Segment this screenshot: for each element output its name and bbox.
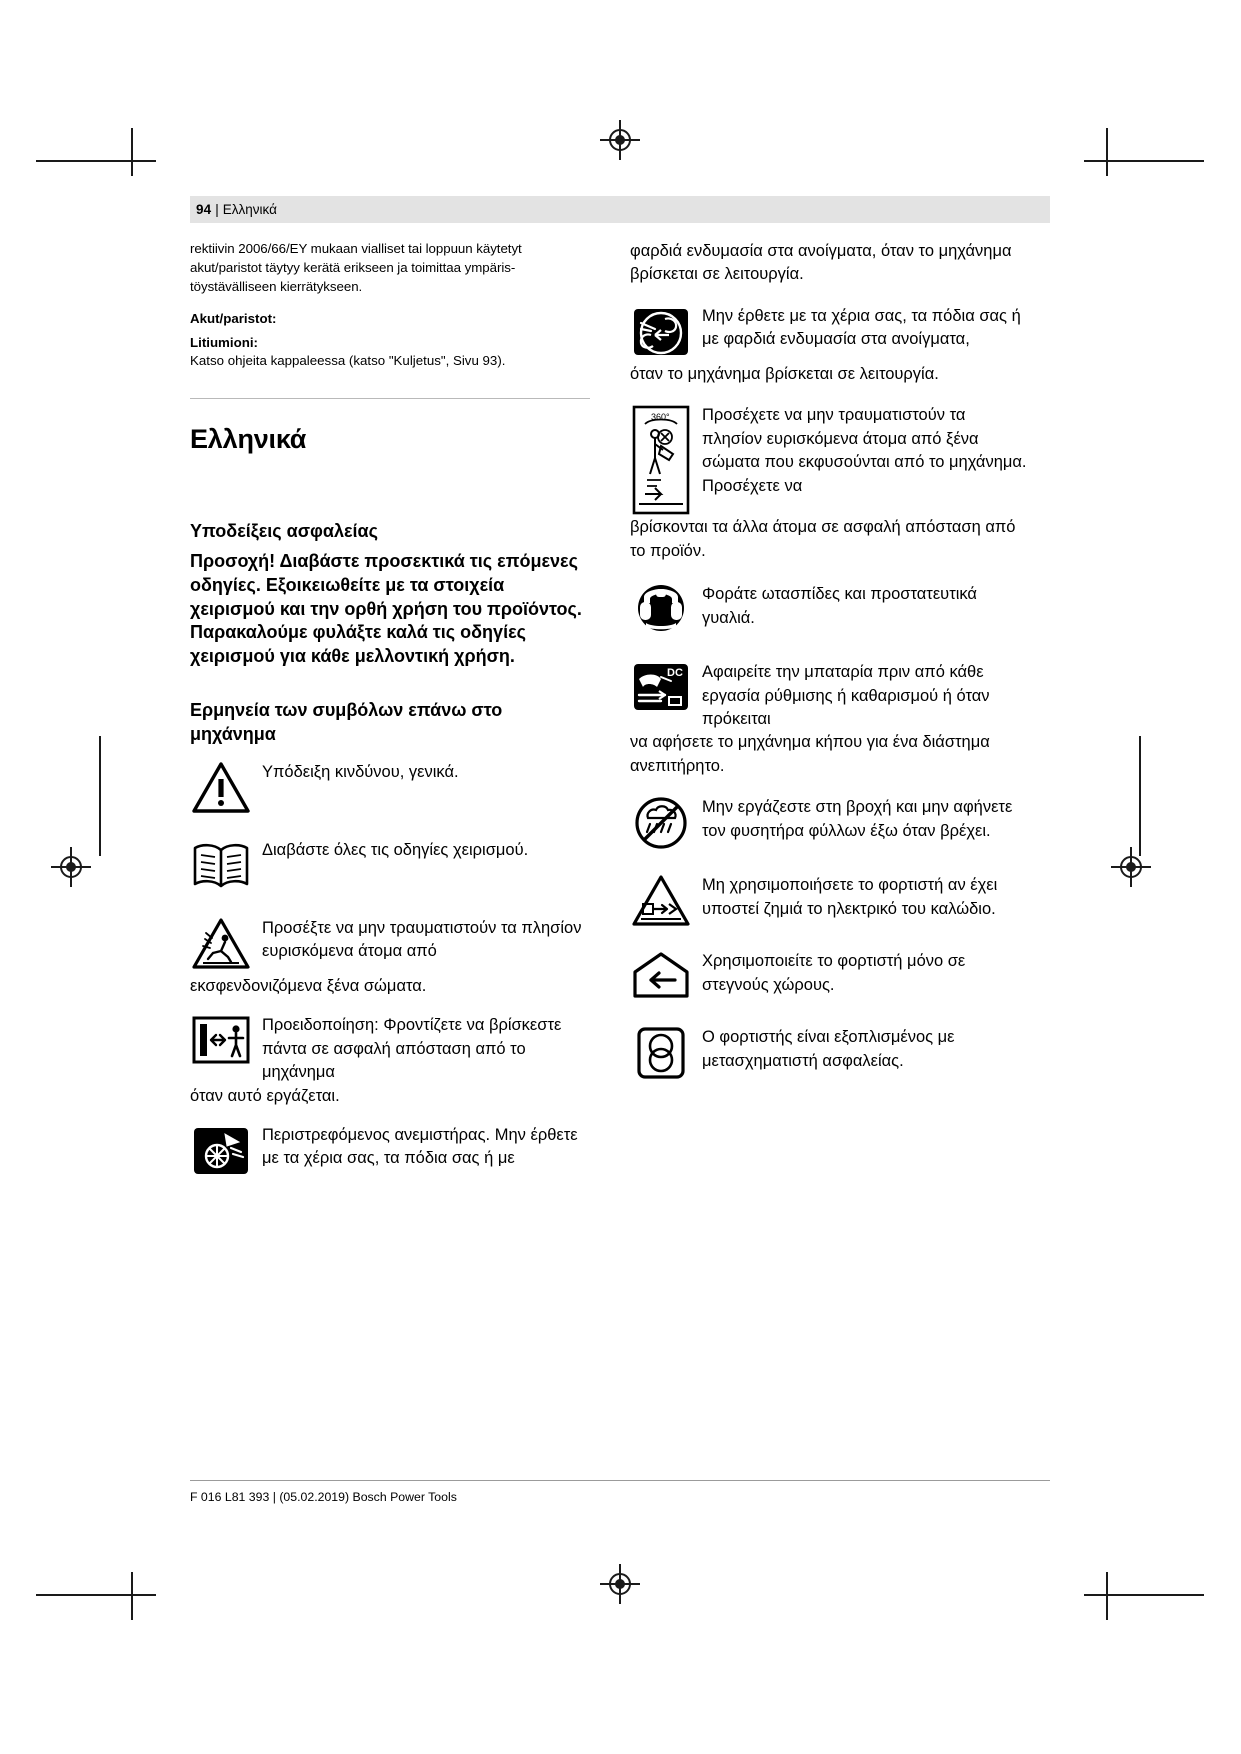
rotating-fan-icon bbox=[190, 1124, 252, 1182]
symbol-item bbox=[630, 950, 1030, 1012]
crop-mark-bottom-left-v bbox=[131, 1572, 133, 1620]
symbols-heading: Ερμηνεία των συμβόλων επάνω στο μηχάνημα bbox=[190, 700, 503, 745]
footer-text: F 016 L81 393 | (05.02.2019) Bosch Power Tools bbox=[190, 1490, 457, 1504]
crop-mark-bottom-right-v bbox=[1106, 1572, 1108, 1620]
symbol-item bbox=[630, 661, 1030, 778]
symbol-item bbox=[630, 1026, 1030, 1088]
symbol-text: Μη χρησιμοποιήσετε το φορτιστή αν έχει υποστεί ζημιά το ηλεκτρικό του καλώδιο. bbox=[702, 876, 998, 918]
safety-lead-paragraph: Προσοχή! Διαβάστε προσεκτικά τις επόμενες οδηγίες. Εξοικειωθείτε με τα στοιχεία χειρισμού και την ορθή χρήση του προϊόντος. Παρακαλούμε φυλάξτε καλά τις οδηγίες χειρισμού για κάθε μελλοντική χρήση. bbox=[190, 550, 582, 667]
transport-reference: Katso ohjeita kappaleessa (katso "Kuljetus", Sivu 93). bbox=[190, 352, 506, 368]
thrown-objects-warning-icon bbox=[190, 917, 252, 975]
symbol-item bbox=[630, 404, 1030, 563]
symbol-text-tail: βρίσκονται τα άλλα άτομα σε ασφαλή απόσταση από το προϊόν. bbox=[630, 518, 1016, 560]
crop-mark-bottom-right-h bbox=[1084, 1594, 1204, 1596]
symbol-text: Μην εργάζεστε στη βροχή και μην αφήνετε τον φυσητήρα φύλλων έξω όταν βρέχει. bbox=[702, 798, 1013, 840]
symbol-text: Διαβάστε όλες τις οδηγίες χειρισμού. bbox=[262, 840, 529, 859]
right-column bbox=[630, 240, 1030, 1088]
symbol-text: Αφαιρείτε την μπαταρία πριν από κάθε εργασία ρύθμισης ή καθαρισμού ή όταν πρόκειται bbox=[702, 663, 990, 728]
crop-mark-top-right-h bbox=[1084, 160, 1204, 162]
svg-text:DC: DC bbox=[667, 667, 683, 680]
footer-divider bbox=[190, 1480, 1050, 1481]
finnish-paragraph: rektiivin 2006/66/EY mukaan vialliset tai loppuun käytetyt akut/paristot täytyy kerätä erikseen ja toimittaa ympäris-töystävälliseen kierrätykseen. bbox=[190, 241, 522, 294]
language-title: Ελληνικά bbox=[190, 423, 307, 454]
crop-mark-right-mid-v bbox=[1139, 736, 1141, 856]
section-divider bbox=[190, 398, 590, 399]
no-rain-icon bbox=[630, 796, 692, 854]
symbol-text: Ο φορτιστής είναι εξοπλισμένος με μετασχηματιστή ασφαλείας. bbox=[702, 1028, 955, 1070]
symbol-text-tail: να αφήσετε το μηχάνημα κήπου για ένα διάστημα ανεπιτήρητο. bbox=[630, 733, 990, 775]
symbol-text: Προσέξτε να μην τραυματιστούν τα πλησίον ευρισκόμενα άτομα από bbox=[262, 918, 582, 961]
symbol-item bbox=[630, 796, 1030, 858]
symbol-item bbox=[630, 583, 1030, 645]
no-hands-feet-icon bbox=[630, 305, 692, 363]
symbol-text: Μην έρθετε με τα χέρια σας, τα πόδια σας ή με φαρδιά ενδυμασία στα ανοίγματα, bbox=[702, 306, 1021, 349]
symbol-text: Προσέχετε να μην τραυματιστούν τα πλησίον ευρισκόμενα άτομα από ξένα σώματα που εκφυσούνται από το μηχάνημα. Προσέχετε να bbox=[702, 406, 1027, 495]
ear-eye-protection-icon bbox=[630, 583, 692, 641]
symbol-item bbox=[630, 874, 1030, 936]
symbol-text: Περιστρεφόμενος ανεμιστήρας. Μην έρθετε με τα χέρια σας, τα πόδια σας ή με bbox=[262, 1125, 578, 1168]
symbol-text: Υπόδειξη κινδύνου, γενικά. bbox=[262, 762, 459, 781]
page-number: 94 bbox=[196, 202, 212, 217]
symbol-text: Προειδοποίηση: Φροντίζετε να βρίσκεστε πάντα σε ασφαλή απόσταση από το μηχάνημα bbox=[262, 1016, 562, 1082]
page-header-band bbox=[190, 196, 1050, 223]
symbol-text: Φοράτε ωτασπίδες και προστατευτικά γυαλιά. bbox=[702, 585, 977, 627]
safety-transformer-icon bbox=[630, 1026, 692, 1084]
symbol-item bbox=[190, 1124, 590, 1186]
open-book-icon bbox=[190, 839, 252, 897]
symbol-text: Χρησιμοποιείτε το φορτιστή μόνο σε στεγνούς χώρους. bbox=[702, 952, 966, 994]
lithium-label: Litiumioni: bbox=[190, 334, 258, 350]
crop-mark-bottom-left-h bbox=[36, 1594, 156, 1596]
symbol-text-tail: όταν αυτό εργάζεται. bbox=[190, 1086, 340, 1105]
symbol-item bbox=[190, 1014, 590, 1108]
indoor-use-only-icon bbox=[630, 950, 692, 1008]
symbol-text-tail: όταν το μηχάνημα βρίσκεται σε λειτουργία. bbox=[630, 364, 939, 383]
left-column bbox=[190, 240, 590, 1186]
header-language: Ελληνικά bbox=[222, 202, 277, 217]
symbol-item bbox=[630, 305, 1030, 386]
keep-distance-icon bbox=[190, 1014, 252, 1072]
header-separator: | bbox=[215, 202, 219, 217]
symbol-item bbox=[190, 761, 590, 823]
symbol-text-tail: εκσφενδονιζόμενα ξένα σώματα. bbox=[190, 976, 427, 995]
svg-text:360°: 360° bbox=[651, 412, 670, 423]
crop-mark-top-left-h bbox=[36, 160, 156, 162]
damaged-cable-warning-icon bbox=[630, 874, 692, 932]
remove-battery-icon bbox=[630, 661, 692, 719]
symbol-item bbox=[190, 839, 590, 901]
crop-mark-top-right-v bbox=[1106, 128, 1108, 176]
continuation-paragraph: φαρδιά ενδυμασία στα ανοίγματα, όταν το μηχάνημα βρίσκεται σε λειτουργία. bbox=[630, 242, 1012, 284]
batteries-label: Akut/paristot: bbox=[190, 310, 277, 326]
bystander-distance-icon bbox=[630, 404, 692, 516]
safety-heading: Υποδείξεις ασφαλείας bbox=[190, 520, 378, 541]
symbol-item bbox=[190, 917, 590, 998]
warning-triangle-icon bbox=[190, 761, 252, 819]
crop-mark-top-left-v bbox=[131, 128, 133, 176]
crop-mark-left-mid-v bbox=[99, 736, 101, 856]
